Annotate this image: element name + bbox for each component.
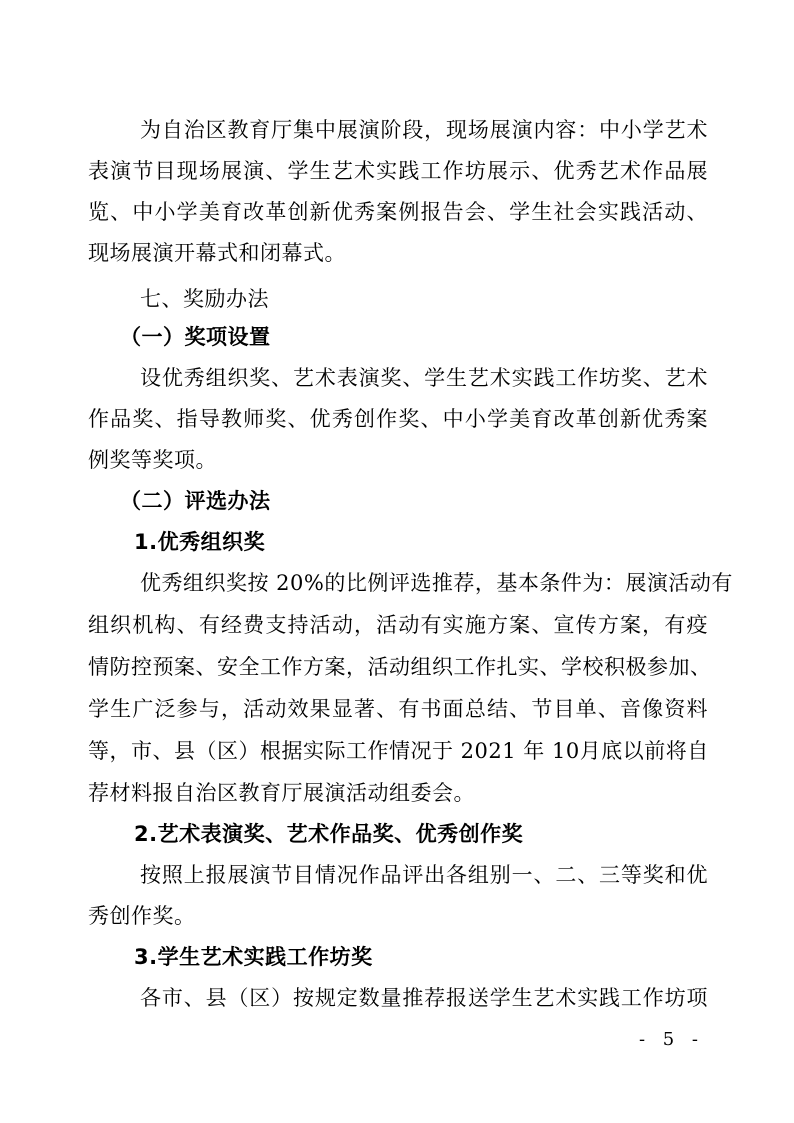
paragraph-line: 为自治区教育厅集中展演阶段，现场展演内容：中小学艺术 <box>140 118 708 142</box>
paragraph-line: 优秀组织奖按 20%的比例评选推荐，基本条件为：展演活动有 <box>140 571 733 595</box>
paragraph-line: 现场展演开幕式和闭幕式。 <box>88 241 346 265</box>
paragraph-line: 学生广泛参与，活动效果显著、有书面总结、节目单、音像资料 <box>88 697 708 721</box>
page-number: - 5 - <box>638 1029 704 1050</box>
paragraph-line: 览、中小学美育改革创新优秀案例报告会、学生社会实践活动、 <box>88 200 708 224</box>
subsection-heading: （二）评选办法 <box>120 489 271 513</box>
paragraph-line: 表演节目现场展演、学生艺术实践工作坊展示、优秀艺术作品展 <box>88 159 708 183</box>
paragraph-line: 荐材料报自治区教育厅展演活动组委会。 <box>88 781 475 805</box>
item-heading: 1.优秀组织奖 <box>134 530 266 554</box>
paragraph-line: 组织机构、有经费支持活动，活动有实施方案、宣传方案，有疫 <box>88 613 708 637</box>
paragraph-line: 各市、县（区）按规定数量推荐报送学生艺术实践工作坊项 <box>140 986 708 1010</box>
paragraph-line: 情防控预案、安全工作方案，活动组织工作扎实、学校积极参加、 <box>88 655 712 679</box>
paragraph-line: 例奖等奖项。 <box>88 448 217 472</box>
paragraph-line: 设优秀组织奖、艺术表演奖、学生艺术实践工作坊奖、艺术 <box>140 366 708 390</box>
paragraph-line: 秀创作奖。 <box>88 904 196 928</box>
section-heading: 七、奖励办法 <box>140 287 269 311</box>
paragraph-line: 等，市、县（区）根据实际工作情况于 2021 年 10月底以前将自 <box>88 739 709 763</box>
item-heading: 3.学生艺术实践工作坊奖 <box>134 945 373 969</box>
paragraph-line: 作品奖、指导教师奖、优秀创作奖、中小学美育改革创新优秀案 <box>88 407 708 431</box>
item-heading: 2.艺术表演奖、艺术作品奖、优秀创作奖 <box>134 822 524 846</box>
paragraph-line: 按照上报展演节目情况作品评出各组别一、二、三等奖和优 <box>140 863 708 887</box>
subsection-heading: （一）奖项设置 <box>120 325 271 349</box>
